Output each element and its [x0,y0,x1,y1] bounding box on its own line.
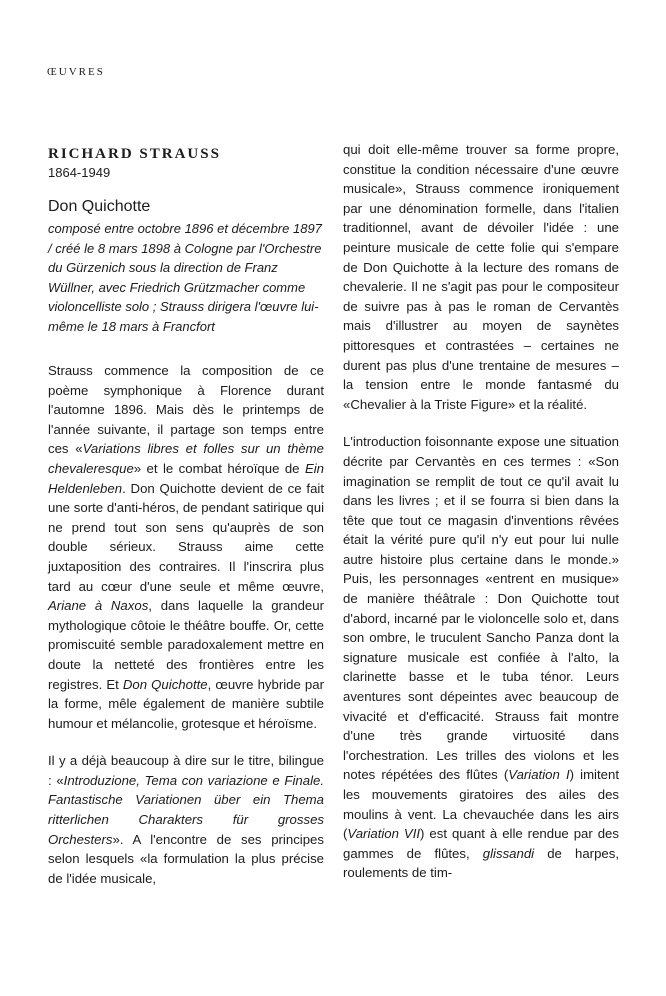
italic-run: glissandi [482,845,535,861]
text-run: ) imitent les mouvements giratoires des ailes des moulins à vent. La chevauchée dans les airs ( [343,767,619,842]
italic-run: Variations libres et folles sur un thème chevaleresque [48,441,324,476]
work-title: Don Quichotte [48,198,151,215]
composer-name: RICHARD STRAUSS [48,146,221,162]
text-run: Strauss commence la composition de ce poème symphonique à Florence durant l'automne 1896. Mais dès le printemps de l'année suivante, il partage son temps entre ces « [48,363,324,457]
right-column [343,140,619,883]
text-run: ) est quant à elle rendue par des gammes de flûtes, [343,826,619,861]
section-label: ŒUVRES [47,66,105,78]
paragraph [48,361,324,733]
text-run: . Don Quichotte devient de ce fait une sorte d'anti-héros, de pendant satirique qui ne prend tout son sens qu'auprès de son double sérieux. Strauss aime cette juxtaposition des contraires. Il l'inscrira plus tard au cœur d'une seule et même œuvre, [48,480,324,594]
composer-dates: 1864-1949 [48,165,111,180]
italic-run: Variation I [508,767,570,783]
paragraph [343,432,619,883]
italic-run: Variation VII [347,826,421,842]
text-run: de harpes, roulements de tim- [343,845,619,881]
italic-run: Ariane à Naxos [48,598,149,614]
text-run: , œuvre hybride par la forme, mêle également de manière subtile humour et mélancolie, grotesque et héroïsme. [48,676,324,731]
italic-run: Don Quichotte [122,676,208,692]
italic-run: Ein Heldenleben [48,460,324,496]
italic-run: Introduzione, Tema con variazione e Finale. Fantastische Variationen über ein Thema ritterlichen Charakters für grosses Orchesters [48,772,324,847]
text-run: , dans laquelle la grandeur mythologique côtoie le théâtre bouffe. Or, cette promiscuité semble paradoxalement mettre en doute la netteté des frontières entre les registres. Et [48,598,324,692]
text-run: » et le combat héroïque de [133,460,305,476]
paragraph: qui doit elle-même trouver sa forme propre, constitue la condition nécessaire d'une œuvre musicale», Strauss commence ironiquement par une dénomination formelle, dans l'italien traditionnel, avant de dévoiler l'idée : une peinture musicale de cette folie qui s'empare de Don Quichotte à la lecture des romans de chevalerie. Il ne s'agit pas pour le compositeur de suivre pas à pas le roman de Cervantès mais d'illustrer au moyen de saynètes pittoresques et contrastées – certaines ne durent pas plus d'une trentaine de mesures – la tension entre le monde fantasmé du «Chevalier à la Triste Figure» et la réalité. [343,142,619,412]
work-info: composé entre octobre 1896 et décembre 1897 / créé le 8 mars 1898 à Cologne par l'Orchestre du Gürzenich sous la direction de Franz Wüllner, avec Friedrich Grützmacher comme violoncelliste solo ; Strauss dirigera l'œuvre lui-même le 18 mars à Francfort [48,221,322,334]
text-run: Il y a déjà beaucoup à dire sur le titre, bilingue : « [48,753,324,788]
text-run: L'introduction foisonnante expose une situation décrite par Cervantès en ces termes : «Son imagination se remplit de tout ce qu'il avait lu dans les livres ; et il se fourra si bien dans la tête que tout ce magasin d'inventions rêvées était la vérité pure qu'il n'y eut pour lui nulle autre histoire plus certaine dans le monde.» Puis, les personnages «entrent en musique» de manière théâtrale : Don Quichotte tout d'abord, incarné par le violoncelle solo et, dans son ombre, le truculent Sancho Panza dont la signature musicale est confiée à l'alto, la clarinette basse et le tuba ténor. Leurs aventures sont dépeintes avec beaucoup de vivacité et d'efficacité. Strauss fait montre d'une très grande virtuosité dans l'orchestration. Les trilles des violons et les notes répétées des flûtes ( [343,434,619,783]
left-column [48,140,324,888]
text-run: ». A l'encontre de ses principes selon lesquels «la formulation la plus précise de l'idée musicale, [48,831,324,886]
paragraph [48,751,324,888]
